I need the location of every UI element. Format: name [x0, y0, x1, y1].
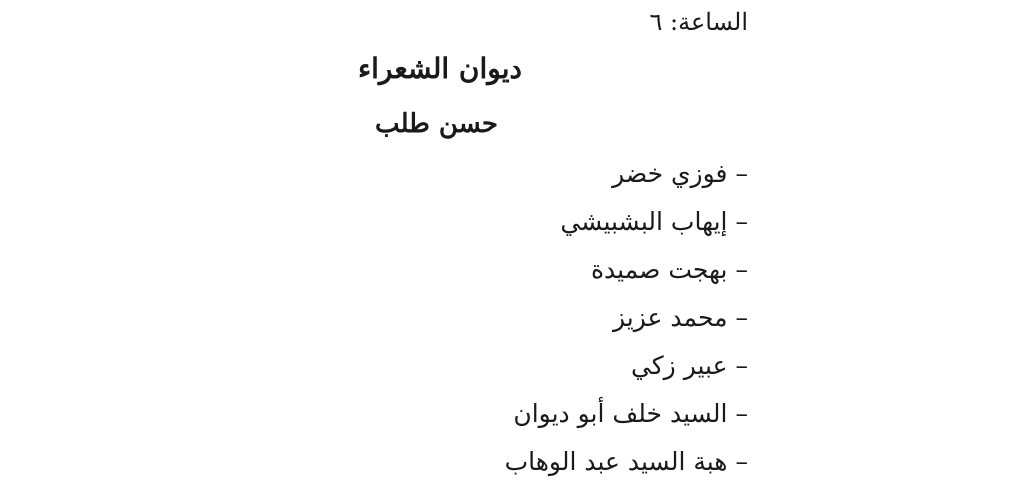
list-dash: –: [735, 159, 748, 188]
poet-item: [505, 248, 748, 296]
poet-name: فوزي خضر: [612, 159, 728, 188]
session-time: الساعة: ٦: [649, 8, 748, 36]
poet-item: [505, 200, 748, 248]
list-dash: –: [735, 447, 748, 476]
poet-name: السيد خلف أبو ديوان: [513, 399, 728, 428]
poet-item: [505, 440, 748, 488]
poet-item: [505, 152, 748, 200]
poet-name: هبة السيد عبد الوهاب: [504, 447, 728, 476]
session-title: ديوان الشعراء: [357, 52, 522, 85]
list-dash: –: [735, 303, 748, 332]
poet-item: [505, 344, 748, 392]
session-host: حسن طلب: [375, 109, 498, 139]
list-dash: –: [735, 255, 748, 284]
poet-item: [505, 296, 748, 344]
poet-name: محمد عزيز: [612, 303, 728, 332]
poets-list: [505, 152, 748, 488]
poet-name: عبير زكي: [630, 351, 728, 380]
poet-item: [505, 392, 748, 440]
list-dash: –: [735, 399, 748, 428]
poet-name: بهجت صميدة: [590, 255, 728, 284]
poet-name: إيهاب البشبيشي: [560, 207, 728, 236]
list-dash: –: [735, 351, 748, 380]
list-dash: –: [735, 207, 748, 236]
